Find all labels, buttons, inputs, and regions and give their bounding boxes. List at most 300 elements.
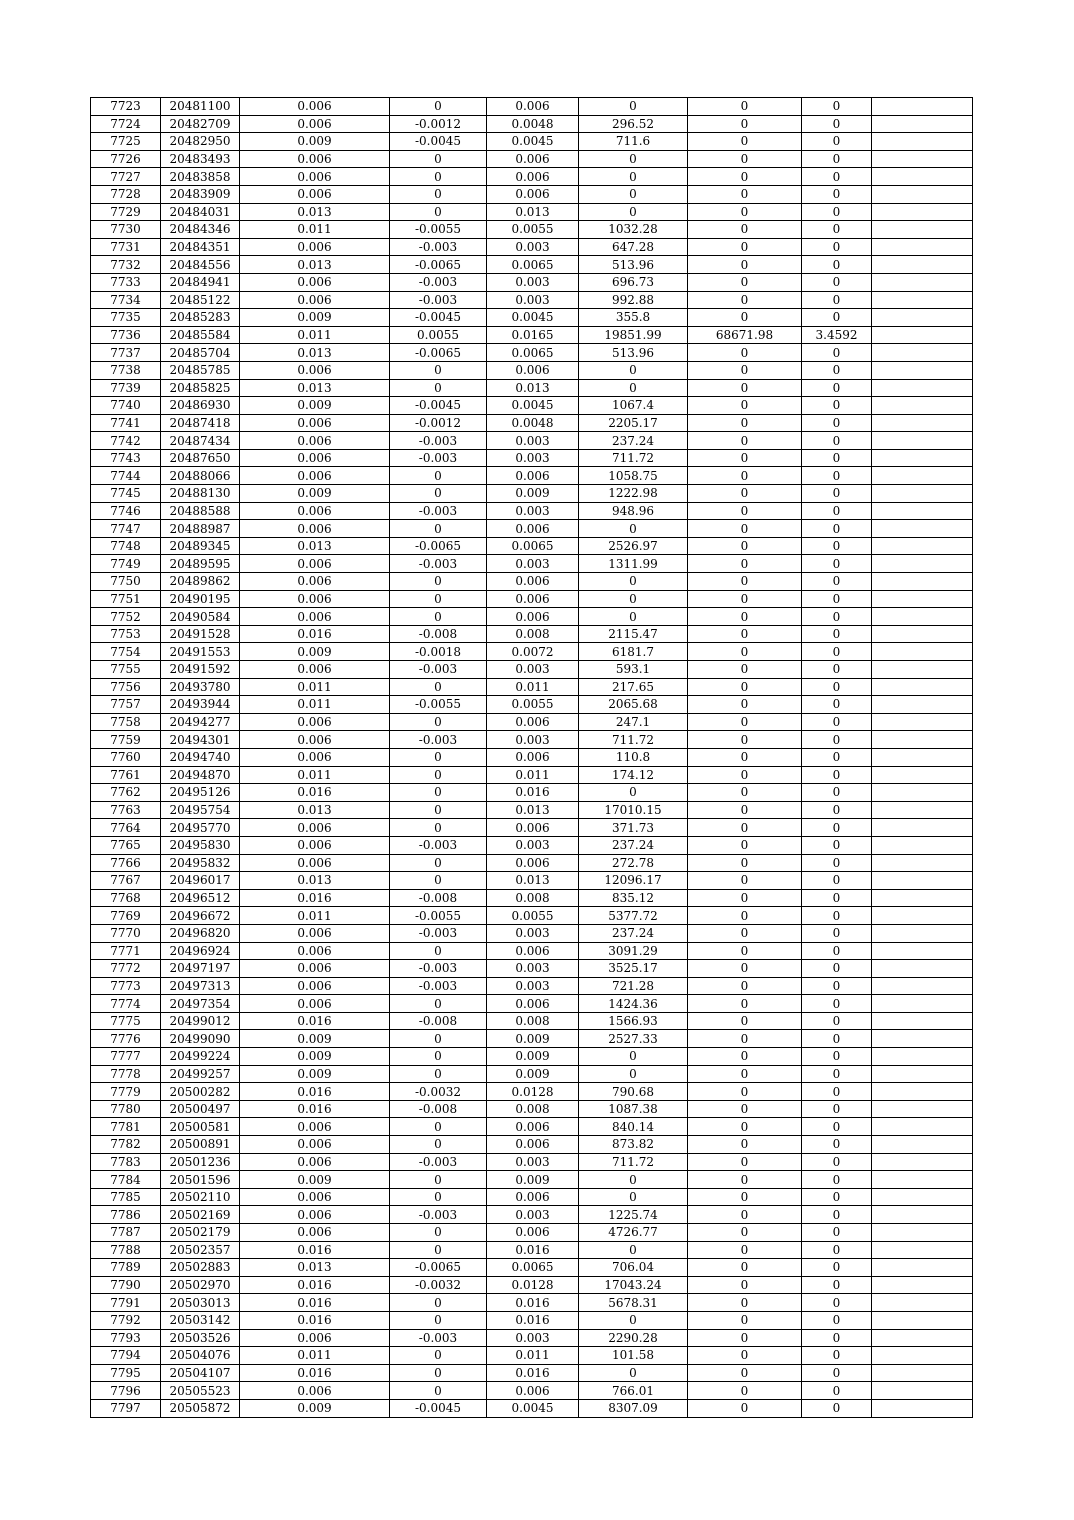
value-c-cell: 0.0128 — [487, 1083, 579, 1101]
blank-cell — [872, 467, 973, 485]
value-a-cell: 0.006 — [240, 573, 390, 591]
value-f-cell: 0 — [802, 801, 872, 819]
id-cell: 20502169 — [161, 1206, 240, 1224]
amount-cell: 0 — [579, 361, 688, 379]
value-b-cell: -0.003 — [390, 977, 487, 995]
value-f-cell: 0 — [802, 924, 872, 942]
id-cell: 20485283 — [161, 309, 240, 327]
value-c-cell: 0.006 — [487, 168, 579, 186]
value-c-cell: 0.0045 — [487, 133, 579, 151]
value-f-cell: 0 — [802, 537, 872, 555]
value-b-cell: -0.003 — [390, 661, 487, 679]
value-b-cell: 0 — [390, 1188, 487, 1206]
row-number: 7794 — [91, 1347, 161, 1365]
value-c-cell: 0.003 — [487, 555, 579, 573]
table-row — [91, 256, 973, 274]
row-number: 7746 — [91, 502, 161, 520]
value-c-cell: 0.013 — [487, 872, 579, 890]
value-f-cell: 0 — [802, 115, 872, 133]
value-a-cell: 0.006 — [240, 1329, 390, 1347]
blank-cell — [872, 977, 973, 995]
value-b-cell: -0.0045 — [390, 309, 487, 327]
amount-cell: 1424.36 — [579, 995, 688, 1013]
table-row — [91, 537, 973, 555]
value-f-cell: 0 — [802, 221, 872, 239]
value-f-cell: 0 — [802, 1153, 872, 1171]
value-b-cell: -0.003 — [390, 731, 487, 749]
value-e-cell: 0 — [688, 238, 802, 256]
value-f-cell: 0 — [802, 977, 872, 995]
value-b-cell: 0 — [390, 819, 487, 837]
value-c-cell: 0.016 — [487, 1311, 579, 1329]
value-c-cell: 0.006 — [487, 361, 579, 379]
amount-cell: 17043.24 — [579, 1276, 688, 1294]
table-row — [91, 449, 973, 467]
blank-cell — [872, 872, 973, 890]
amount-cell: 5678.31 — [579, 1294, 688, 1312]
value-f-cell: 0 — [802, 361, 872, 379]
amount-cell: 237.24 — [579, 432, 688, 450]
id-cell: 20488066 — [161, 467, 240, 485]
row-number: 7735 — [91, 309, 161, 327]
amount-cell: 0 — [579, 1311, 688, 1329]
value-f-cell: 0 — [802, 414, 872, 432]
value-e-cell: 0 — [688, 819, 802, 837]
value-a-cell: 0.006 — [240, 555, 390, 573]
value-b-cell: 0 — [390, 801, 487, 819]
value-a-cell: 0.006 — [240, 467, 390, 485]
value-e-cell: 0 — [688, 960, 802, 978]
value-a-cell: 0.009 — [240, 643, 390, 661]
value-a-cell: 0.011 — [240, 1347, 390, 1365]
id-cell: 20504076 — [161, 1347, 240, 1365]
value-a-cell: 0.009 — [240, 1171, 390, 1189]
blank-cell — [872, 1100, 973, 1118]
value-c-cell: 0.003 — [487, 449, 579, 467]
amount-cell: 0 — [579, 590, 688, 608]
id-cell: 20491592 — [161, 661, 240, 679]
row-number: 7754 — [91, 643, 161, 661]
id-cell: 20502179 — [161, 1224, 240, 1242]
value-b-cell: 0 — [390, 1294, 487, 1312]
value-a-cell: 0.009 — [240, 1065, 390, 1083]
value-f-cell: 0 — [802, 1276, 872, 1294]
value-a-cell: 0.006 — [240, 168, 390, 186]
id-cell: 20485825 — [161, 379, 240, 397]
value-a-cell: 0.013 — [240, 1259, 390, 1277]
amount-cell: 0 — [579, 1364, 688, 1382]
value-c-cell: 0.006 — [487, 608, 579, 626]
id-cell: 20486930 — [161, 397, 240, 415]
blank-cell — [872, 432, 973, 450]
value-f-cell: 0 — [802, 344, 872, 362]
id-cell: 20502357 — [161, 1241, 240, 1259]
value-a-cell: 0.009 — [240, 309, 390, 327]
value-b-cell: -0.0012 — [390, 115, 487, 133]
value-b-cell: 0 — [390, 1136, 487, 1154]
blank-cell — [872, 1188, 973, 1206]
row-number: 7774 — [91, 995, 161, 1013]
value-a-cell: 0.011 — [240, 678, 390, 696]
value-a-cell: 0.006 — [240, 661, 390, 679]
id-cell: 20494870 — [161, 766, 240, 784]
value-e-cell: 0 — [688, 203, 802, 221]
id-cell: 20489345 — [161, 537, 240, 555]
value-c-cell: 0.0055 — [487, 907, 579, 925]
value-f-cell: 0 — [802, 1364, 872, 1382]
value-a-cell: 0.013 — [240, 872, 390, 890]
value-f-cell: 0 — [802, 1224, 872, 1242]
value-b-cell: 0 — [390, 1311, 487, 1329]
blank-cell — [872, 98, 973, 116]
value-a-cell: 0.006 — [240, 1382, 390, 1400]
table-row — [91, 1382, 973, 1400]
blank-cell — [872, 326, 973, 344]
value-b-cell: 0 — [390, 854, 487, 872]
value-f-cell: 0 — [802, 555, 872, 573]
value-b-cell: 0 — [390, 361, 487, 379]
row-number: 7778 — [91, 1065, 161, 1083]
amount-cell: 0 — [579, 168, 688, 186]
value-b-cell: -0.0012 — [390, 414, 487, 432]
table-row — [91, 1311, 973, 1329]
amount-cell: 0 — [579, 784, 688, 802]
value-c-cell: 0.0072 — [487, 643, 579, 661]
amount-cell: 1222.98 — [579, 485, 688, 503]
row-number: 7748 — [91, 537, 161, 555]
value-c-cell: 0.0065 — [487, 256, 579, 274]
id-cell: 20493944 — [161, 696, 240, 714]
row-number: 7728 — [91, 185, 161, 203]
value-c-cell: 0.006 — [487, 1136, 579, 1154]
value-b-cell: -0.003 — [390, 960, 487, 978]
row-number: 7784 — [91, 1171, 161, 1189]
value-a-cell: 0.006 — [240, 1224, 390, 1242]
value-b-cell: -0.003 — [390, 1206, 487, 1224]
value-f-cell: 0 — [802, 432, 872, 450]
id-cell: 20488987 — [161, 520, 240, 538]
value-a-cell: 0.016 — [240, 1364, 390, 1382]
table-row — [91, 1399, 973, 1417]
value-f-cell: 0 — [802, 1294, 872, 1312]
row-number: 7740 — [91, 397, 161, 415]
value-e-cell: 0 — [688, 467, 802, 485]
row-number: 7737 — [91, 344, 161, 362]
row-number: 7773 — [91, 977, 161, 995]
table-row — [91, 1065, 973, 1083]
amount-cell: 2205.17 — [579, 414, 688, 432]
id-cell: 20503142 — [161, 1311, 240, 1329]
id-cell: 20482950 — [161, 133, 240, 151]
value-f-cell: 0 — [802, 185, 872, 203]
value-e-cell: 0 — [688, 1153, 802, 1171]
value-c-cell: 0.003 — [487, 238, 579, 256]
value-c-cell: 0.011 — [487, 678, 579, 696]
value-e-cell: 0 — [688, 1329, 802, 1347]
blank-cell — [872, 555, 973, 573]
value-f-cell: 0 — [802, 379, 872, 397]
table-row — [91, 185, 973, 203]
row-number: 7753 — [91, 625, 161, 643]
table-row — [91, 520, 973, 538]
value-a-cell: 0.006 — [240, 977, 390, 995]
amount-cell: 0 — [579, 1171, 688, 1189]
table-row — [91, 1118, 973, 1136]
value-b-cell: -0.003 — [390, 1153, 487, 1171]
table-row — [91, 238, 973, 256]
blank-cell — [872, 344, 973, 362]
value-b-cell: -0.008 — [390, 889, 487, 907]
value-b-cell: -0.008 — [390, 1012, 487, 1030]
value-c-cell: 0.006 — [487, 1118, 579, 1136]
value-b-cell: 0 — [390, 168, 487, 186]
table-row — [91, 836, 973, 854]
value-c-cell: 0.003 — [487, 731, 579, 749]
id-cell: 20503526 — [161, 1329, 240, 1347]
table-row — [91, 995, 973, 1013]
id-cell: 20491553 — [161, 643, 240, 661]
value-b-cell: 0 — [390, 748, 487, 766]
blank-cell — [872, 836, 973, 854]
value-c-cell: 0.006 — [487, 942, 579, 960]
value-a-cell: 0.011 — [240, 766, 390, 784]
blank-cell — [872, 1136, 973, 1154]
value-c-cell: 0.006 — [487, 854, 579, 872]
value-c-cell: 0.006 — [487, 520, 579, 538]
amount-cell: 513.96 — [579, 344, 688, 362]
row-number: 7741 — [91, 414, 161, 432]
value-c-cell: 0.008 — [487, 1012, 579, 1030]
value-c-cell: 0.003 — [487, 661, 579, 679]
amount-cell: 237.24 — [579, 836, 688, 854]
blank-cell — [872, 1329, 973, 1347]
value-c-cell: 0.009 — [487, 1048, 579, 1066]
id-cell: 20505523 — [161, 1382, 240, 1400]
id-cell: 20485785 — [161, 361, 240, 379]
id-cell: 20495770 — [161, 819, 240, 837]
value-c-cell: 0.0048 — [487, 414, 579, 432]
id-cell: 20494277 — [161, 713, 240, 731]
amount-cell: 0 — [579, 1065, 688, 1083]
value-b-cell: -0.003 — [390, 555, 487, 573]
value-f-cell: 0 — [802, 819, 872, 837]
id-cell: 20496017 — [161, 872, 240, 890]
amount-cell: 19851.99 — [579, 326, 688, 344]
blank-cell — [872, 643, 973, 661]
blank-cell — [872, 960, 973, 978]
value-e-cell: 0 — [688, 1083, 802, 1101]
value-a-cell: 0.016 — [240, 1276, 390, 1294]
value-f-cell: 0 — [802, 150, 872, 168]
value-e-cell: 68671.98 — [688, 326, 802, 344]
value-a-cell: 0.006 — [240, 414, 390, 432]
amount-cell: 711.72 — [579, 731, 688, 749]
id-cell: 20494740 — [161, 748, 240, 766]
blank-cell — [872, 995, 973, 1013]
value-b-cell: -0.0055 — [390, 907, 487, 925]
row-number: 7787 — [91, 1224, 161, 1242]
value-c-cell: 0.006 — [487, 1224, 579, 1242]
table-row — [91, 502, 973, 520]
value-f-cell: 0 — [802, 203, 872, 221]
table-row — [91, 854, 973, 872]
row-number: 7796 — [91, 1382, 161, 1400]
value-f-cell: 0 — [802, 696, 872, 714]
blank-cell — [872, 942, 973, 960]
table-row — [91, 1347, 973, 1365]
row-number: 7739 — [91, 379, 161, 397]
value-e-cell: 0 — [688, 661, 802, 679]
blank-cell — [872, 1259, 973, 1277]
value-e-cell: 0 — [688, 573, 802, 591]
value-c-cell: 0.003 — [487, 836, 579, 854]
blank-cell — [872, 854, 973, 872]
id-cell: 20497197 — [161, 960, 240, 978]
amount-cell: 2115.47 — [579, 625, 688, 643]
id-cell: 20501236 — [161, 1153, 240, 1171]
row-number: 7736 — [91, 326, 161, 344]
value-e-cell: 0 — [688, 133, 802, 151]
table-row — [91, 115, 973, 133]
value-b-cell: -0.0018 — [390, 643, 487, 661]
value-e-cell: 0 — [688, 784, 802, 802]
table-row — [91, 1206, 973, 1224]
row-number: 7777 — [91, 1048, 161, 1066]
table-row — [91, 872, 973, 890]
id-cell: 20489862 — [161, 573, 240, 591]
blank-cell — [872, 1083, 973, 1101]
id-cell: 20500581 — [161, 1118, 240, 1136]
blank-cell — [872, 1382, 973, 1400]
row-number: 7767 — [91, 872, 161, 890]
row-number: 7723 — [91, 98, 161, 116]
value-c-cell: 0.006 — [487, 748, 579, 766]
value-c-cell: 0.013 — [487, 379, 579, 397]
value-b-cell: -0.008 — [390, 625, 487, 643]
row-number: 7731 — [91, 238, 161, 256]
value-c-cell: 0.003 — [487, 977, 579, 995]
blank-cell — [872, 713, 973, 731]
value-a-cell: 0.006 — [240, 185, 390, 203]
value-e-cell: 0 — [688, 924, 802, 942]
row-number: 7758 — [91, 713, 161, 731]
blank-cell — [872, 309, 973, 327]
amount-cell: 5377.72 — [579, 907, 688, 925]
id-cell: 20491528 — [161, 625, 240, 643]
value-e-cell: 0 — [688, 185, 802, 203]
table-row — [91, 678, 973, 696]
amount-cell: 0 — [579, 185, 688, 203]
row-number: 7745 — [91, 485, 161, 503]
value-f-cell: 0 — [802, 1012, 872, 1030]
table-row — [91, 203, 973, 221]
value-c-cell: 0.0045 — [487, 309, 579, 327]
value-c-cell: 0.0055 — [487, 221, 579, 239]
id-cell: 20495754 — [161, 801, 240, 819]
row-number: 7756 — [91, 678, 161, 696]
id-cell: 20494301 — [161, 731, 240, 749]
value-c-cell: 0.006 — [487, 467, 579, 485]
row-number: 7785 — [91, 1188, 161, 1206]
value-e-cell: 0 — [688, 273, 802, 291]
value-f-cell: 0 — [802, 766, 872, 784]
amount-cell: 0 — [579, 1048, 688, 1066]
value-f-cell: 0 — [802, 661, 872, 679]
row-number: 7744 — [91, 467, 161, 485]
blank-cell — [872, 696, 973, 714]
row-number: 7763 — [91, 801, 161, 819]
value-c-cell: 0.003 — [487, 1206, 579, 1224]
table-row — [91, 1171, 973, 1189]
blank-cell — [872, 238, 973, 256]
value-e-cell: 0 — [688, 1065, 802, 1083]
id-cell: 20497313 — [161, 977, 240, 995]
blank-cell — [872, 150, 973, 168]
row-number: 7766 — [91, 854, 161, 872]
value-c-cell: 0.003 — [487, 1329, 579, 1347]
blank-cell — [872, 678, 973, 696]
value-e-cell: 0 — [688, 414, 802, 432]
value-b-cell: -0.003 — [390, 836, 487, 854]
value-e-cell: 0 — [688, 731, 802, 749]
id-cell: 20499012 — [161, 1012, 240, 1030]
value-e-cell: 0 — [688, 995, 802, 1013]
value-e-cell: 0 — [688, 1294, 802, 1312]
value-e-cell: 0 — [688, 1259, 802, 1277]
value-a-cell: 0.011 — [240, 326, 390, 344]
table-row — [91, 924, 973, 942]
value-b-cell: -0.0045 — [390, 397, 487, 415]
amount-cell: 840.14 — [579, 1118, 688, 1136]
value-c-cell: 0.006 — [487, 819, 579, 837]
row-number: 7776 — [91, 1030, 161, 1048]
id-cell: 20482709 — [161, 115, 240, 133]
amount-cell: 17010.15 — [579, 801, 688, 819]
row-number: 7734 — [91, 291, 161, 309]
amount-cell: 835.12 — [579, 889, 688, 907]
value-c-cell: 0.006 — [487, 590, 579, 608]
row-number: 7786 — [91, 1206, 161, 1224]
value-e-cell: 0 — [688, 1382, 802, 1400]
amount-cell: 1032.28 — [579, 221, 688, 239]
value-c-cell: 0.0065 — [487, 1259, 579, 1277]
value-b-cell: 0 — [390, 485, 487, 503]
value-b-cell: 0 — [390, 1048, 487, 1066]
value-e-cell: 0 — [688, 449, 802, 467]
id-cell: 20499224 — [161, 1048, 240, 1066]
value-f-cell: 0 — [802, 713, 872, 731]
value-f-cell: 3.4592 — [802, 326, 872, 344]
value-b-cell: 0 — [390, 203, 487, 221]
value-e-cell: 0 — [688, 537, 802, 555]
value-e-cell: 0 — [688, 1206, 802, 1224]
table-row — [91, 485, 973, 503]
table-row — [91, 555, 973, 573]
table-row — [91, 273, 973, 291]
value-e-cell: 0 — [688, 1048, 802, 1066]
value-a-cell: 0.006 — [240, 273, 390, 291]
value-a-cell: 0.009 — [240, 1030, 390, 1048]
value-e-cell: 0 — [688, 590, 802, 608]
value-f-cell: 0 — [802, 1311, 872, 1329]
blank-cell — [872, 185, 973, 203]
value-b-cell: 0 — [390, 1118, 487, 1136]
value-f-cell: 0 — [802, 397, 872, 415]
value-f-cell: 0 — [802, 1083, 872, 1101]
blank-cell — [872, 449, 973, 467]
value-b-cell: 0 — [390, 150, 487, 168]
row-number: 7792 — [91, 1311, 161, 1329]
